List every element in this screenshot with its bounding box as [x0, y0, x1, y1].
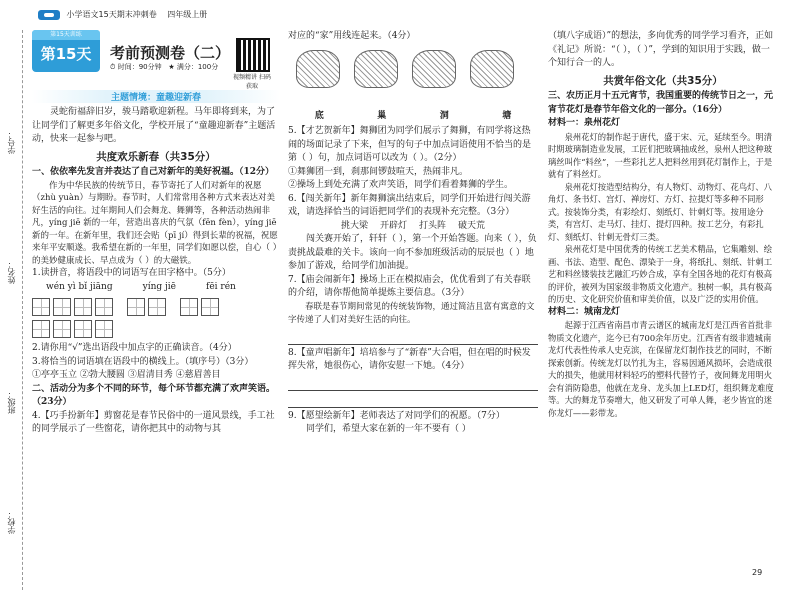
- tianzige-cell[interactable]: [95, 320, 113, 338]
- word-item[interactable]: 巢: [377, 110, 387, 121]
- question-2-6: 6.【闯关新年】新年舞狮演出结束后，同学们开始进行闯关游戏，请选择恰当的词语把同学们的表现补充完整。（3分）: [288, 193, 531, 217]
- papercut-images: [296, 50, 538, 88]
- material-1-p3: 泉州花灯是中国优秀的传统工艺美术精品，它集雕刻、绘画、书法、造型、配色、漂染于一身，将纸扎、刻纸、针刺工艺和料丝镂装技艺融汇巧妙合成，享有全国各地的花灯有极高的评价，被列为国家级非物质文化遗产。独树一帜，具有极高的历史、文化研究价值和审美价值，以及广泛的实用价值。: [548, 244, 773, 304]
- question-2-6-passage: 闯关赛开始了，轩轩（ ），第一个开始答题。向来（ ），负责挑战最难的关卡。该向一向不参加班级活动的辰辰也（ ）地参加了游戏，给同学们加油提。: [288, 234, 537, 271]
- column-right: [548, 30, 778, 419]
- full-score: 满分：100分: [176, 63, 219, 71]
- badge-day: 第15天: [40, 45, 92, 63]
- score-icon: ★: [168, 63, 175, 71]
- student-info-margin: [2, 100, 24, 580]
- tianzige-cell[interactable]: [127, 298, 145, 316]
- page-header: [38, 8, 215, 22]
- rabbit-papercut-icon: [412, 50, 456, 88]
- pinyin-item: fēi rén: [206, 281, 236, 292]
- badge-top: 第15天训练: [32, 30, 100, 40]
- sentence-2: ②操场上到处充满了欢声笑语，同学们看着舞狮的学生。: [288, 180, 514, 190]
- answer-line[interactable]: [288, 393, 538, 408]
- question-2-4: 4.【巧手扮新年】剪窗花是春节民俗中的一道风景线，手工社的同学展示了一些窗花，请你把其中的动物与其: [32, 410, 275, 434]
- tianzige-cell[interactable]: [148, 298, 166, 316]
- question-2-8: 8.【童声唱新年】培培参与了“新春”大合唱，但在唱的时候发挥失常，她很伤心，请你安慰一下她。（4分）: [288, 347, 531, 371]
- column-middle: [288, 30, 538, 437]
- qr-code-icon[interactable]: [236, 38, 270, 72]
- pinyin-item: yíng jiē: [142, 281, 176, 292]
- tianzige-grid: [32, 298, 280, 316]
- cut-line: [22, 30, 23, 590]
- page-title: 考前预测卷（二）: [110, 44, 231, 62]
- phrase-options: [288, 220, 538, 234]
- pinyin-row: [46, 281, 280, 295]
- theme-banner: 主题情境：童趣迎新春: [32, 90, 280, 103]
- question-2-9: 9.【愿望绘新年】老师表达了对同学们的祝愿。（7分）: [288, 410, 505, 421]
- question-1-1: 1.读拼音，将语段中的词语写在田字格中。（5分）: [32, 268, 231, 278]
- question-2: 二、活动分为多个不同的环节，每个环节都充满了欢声笑语。（23分）: [32, 383, 276, 407]
- tianzige-cell[interactable]: [180, 298, 198, 316]
- page-number: 29: [752, 568, 763, 577]
- column-left: [32, 106, 280, 437]
- brand-logo-icon: [38, 10, 60, 20]
- material-1-p2: 泉州花灯按造型结构分，有人物灯、动物灯、花鸟灯、八角灯、条书灯、宫灯、禅房灯、方灯、拉提灯等多种不同形式。按装饰分类，有彩绘灯、刻纸灯、针刺灯等。按用途分类，有宫灯、走马灯、挂灯、提灯四种。按工艺分，有彩扎灯、刻纸灯、针刺无骨灯三类。: [548, 181, 773, 242]
- question-1-3: 3.将恰当的词语填在语段中的横线上。（填序号）（3分）: [32, 356, 254, 367]
- sentence-1: ①舞狮团一到，刹那间锣鼓喧天，热闹非凡。: [288, 166, 469, 177]
- tianzige-cell[interactable]: [74, 298, 92, 316]
- material-2-p1: 起源于江西省南昌市青云谱区的城南龙灯是江西省首批非物质文化遗产，迄今已有700余年历史。江西省有级非遗城南龙灯代表性传承人史克滨，在保留龙灯制作技艺的同时，不断探索创新。传统龙灯以竹扎为主，容易因通风损坏，会造成很大的损失，他就用材料轻巧的塑料代替竹子，夜间舞龙用明火会有消防隐患，他就在龙身、龙头加上LED灯，组织舞龙难度等。大的舞龙节奏增大，他又研发了可单人舞，老少皆宜的迷你龙灯——彩带龙。: [548, 320, 774, 418]
- home-words: [288, 110, 538, 124]
- section-title-1: 共度欢乐新春（共35分）: [96, 150, 216, 163]
- question-2-4-cont: 对应的“家”用线连起来。（4分）: [288, 31, 416, 41]
- exam-meta: [110, 62, 218, 72]
- question-2-9-passage: 同学们，希望大家在新的一年不要有（ ）: [306, 424, 471, 434]
- intro-paragraph: 灵蛇衔福辞旧岁，骏马踏歌迎新程。马年即将到来，为了让同学们了解更多年俗文化，学校开展了“童趣迎新春”主题活动，快来一起参与吧。: [32, 107, 276, 144]
- question-2-7-passage: 春联是春节期间常见的传统装饰物，通过简洁且富有寓意的文字传递了人们对美好生活的向往。: [288, 301, 535, 325]
- school-label: 学校：: [7, 510, 16, 534]
- time-icon: ⏱: [110, 63, 116, 71]
- tianzige-cell[interactable]: [32, 320, 50, 338]
- word-item[interactable]: 塘: [502, 110, 512, 121]
- options-list: ①亭亭玉立 ②勃大腰圆 ③眉清目秀 ④慈眉善目: [32, 370, 221, 380]
- tianzige-grid: [32, 320, 280, 338]
- answer-line[interactable]: [288, 330, 538, 345]
- pinyin-item: wén yì bǐ jiāng: [46, 281, 113, 292]
- question-1-passage: 作为中华民族的传统节日，春节寄托了人们对新年的祝愿（zhù yuàn）与期盼。春节时，人们常常用各种方式来表达对美好生活的向往。过年期间人们会舞龙、舞狮等，各种活动热闹非凡，yíng jiē 新的一年，营造出喜庆的气氛（fēn fèn），yíng jiē 新的一年。在新年里，我们还会贴（pī jí）得到长辈的祝福，祝愿来年平安顺遂。我希望在新的一年里，同学们如愿以偿，自心（ ）的美妙健康成长、早点成为（ ）的大磁铁。: [32, 180, 278, 266]
- bird-papercut-icon: [470, 50, 514, 88]
- question-1: 一、依依率先发言并表达了自己对新年的美好祝福。（12分）: [32, 167, 275, 177]
- student-name-label: 姓名：: [7, 260, 16, 284]
- question-1-2: 2.请你用“√”选出语段中加点字的正确读音。（4分）: [32, 343, 237, 353]
- section-title-2: 共赏年俗文化（共35分）: [603, 74, 723, 87]
- brand-title: 小学语文15天期末冲刺卷: [66, 10, 157, 19]
- time-limit: 时间：90分钟: [117, 63, 162, 71]
- tianzige-cell[interactable]: [74, 320, 92, 338]
- material-1-title: 材料一：泉州花灯: [548, 118, 621, 128]
- tianzige-cell[interactable]: [32, 298, 50, 316]
- phrase-item: 打头阵: [419, 220, 447, 231]
- fish-papercut-icon: [354, 50, 398, 88]
- tianzige-cell[interactable]: [95, 298, 113, 316]
- snake-papercut-icon: [296, 50, 340, 88]
- student-number-label: 学号：: [7, 130, 16, 154]
- tianzige-cell[interactable]: [201, 298, 219, 316]
- question-2-7: 7.【庙会闹新年】操场上正在模拟庙会，优优看到了有关春联的介绍，请你帮他简单提炼主要信息。（3分）: [288, 274, 531, 298]
- phrase-item: 开辟灯: [379, 220, 407, 231]
- question-2-5: 5.【才艺贺新年】舞狮团为同学们展示了舞狮，有同学将这热闹的场面记录了下来，但写的句子中加点词语使用不恰当的是第（ ）句，加点词语可以改为（ ）。（2分）: [288, 126, 532, 163]
- material-2-title: 材料二：城南龙灯: [548, 306, 621, 317]
- answer-line[interactable]: [288, 376, 538, 391]
- grade-label: 四年级上册: [167, 10, 208, 19]
- phrase-item: 破天荒: [458, 220, 486, 231]
- qr-caption: 视频精讲 扫码获取: [233, 74, 271, 90]
- fill-blank-paragraph: （填八字成语）”的想法，多向优秀的同学学习看齐，正如《礼记》所说：“（ ），（ ）”，学到的知识用于实践，做一个知行合一的人。: [548, 31, 774, 68]
- material-1-p1: 泉州花灯的制作起于唐代，盛于宋、元，延续至今。明清时期玻璃制造业发展，工匠们把玻璃抽成丝，泉州人把这种玻璃丝叫作“料丝”，一些彩扎艺人把料丝用到花灯制作上，于是就有了料丝灯。: [548, 131, 773, 179]
- word-item[interactable]: 洞: [439, 110, 449, 121]
- tianzige-cell[interactable]: [53, 298, 71, 316]
- class-label: 班级：: [7, 390, 16, 414]
- phrase-item: 挑大梁: [340, 220, 368, 231]
- word-item[interactable]: 底: [314, 110, 324, 121]
- day-badge: [32, 30, 100, 72]
- tianzige-cell[interactable]: [53, 320, 71, 338]
- question-3: 三、农历正月十五元宵节，我国重要的传统节日之一，元宵节花灯是春节年俗文化的一部分。（16分）: [548, 91, 774, 115]
